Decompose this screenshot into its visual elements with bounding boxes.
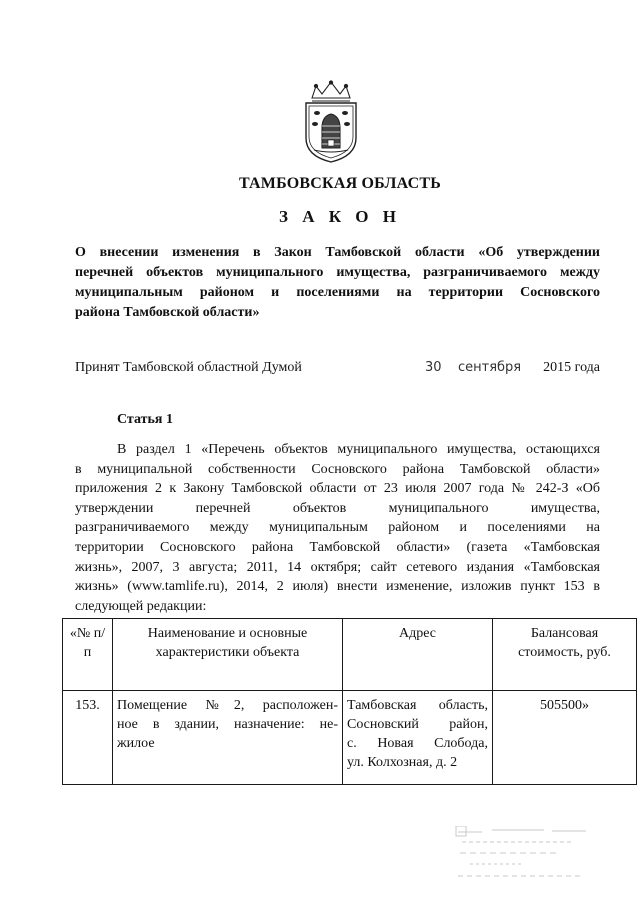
row-address-line: Тамбовская область, (347, 698, 488, 713)
article-line: утверждении перечней объектов муниципального имущества, (75, 500, 600, 516)
faint-stamp (452, 826, 592, 888)
table-header-row (63, 619, 637, 691)
property-table (62, 618, 637, 785)
row-address-line: с. Новая Слобода, (347, 736, 488, 751)
law-subject-line: муниципальным районом и поселениями на территории Сосновского (75, 285, 600, 300)
article-line: в муниципальной собственности Сосновского района Тамбовской области» (75, 461, 600, 477)
row-name-line: ное в здании, назначение: не- (117, 717, 338, 732)
region-title: ТАМБОВСКАЯ ОБЛАСТЬ (238, 175, 442, 192)
header-cost: Балансовая стоимость, руб. (493, 619, 637, 691)
law-subject-line: перечней объектов муниципального имущества, разграничиваемого между (75, 265, 600, 280)
row-address (343, 691, 493, 785)
document-type-title: З А К О Н (278, 207, 402, 226)
adoption-year: 2015 года (543, 360, 600, 375)
header-address: Адрес (343, 619, 493, 691)
row-name (113, 691, 343, 785)
row-address-line: ул. Колхозная, д. 2 (347, 755, 458, 770)
article-line: территории Сосновского района Тамбовской области» (газета «Тамбовская (75, 539, 600, 555)
table-row (63, 691, 637, 785)
article-line: приложения 2 к Закону Тамбовской области от 23 июля 2007 года № 242-З «Об (75, 481, 600, 497)
law-subject-line: О внесении изменения в Закон Тамбовской области «Об утверждении (75, 245, 600, 260)
article-line: разграничиваемого между муниципальным районом и поселениями на (75, 520, 600, 536)
row-address-line: Сосновский район, (347, 717, 488, 732)
row-name-line: жилое (117, 736, 155, 751)
adoption-month: сентября (458, 360, 522, 375)
article-line: следующей редакции: (75, 598, 207, 614)
adoption-day: 30 (425, 360, 442, 375)
article-line: жизнь», 2007, 3 августа; 2011, 14 октября; сайт сетевого издания «Тамбовская (75, 559, 600, 575)
row-number: 153. (63, 691, 113, 785)
row-name-line: Помещение №2, расположен- (117, 698, 338, 713)
law-subject-line: района Тамбовской области» (75, 305, 260, 320)
coat-of-arms-icon (298, 80, 364, 164)
row-cost: 505500» (493, 691, 637, 785)
adoption-line (75, 360, 600, 378)
law-subject (75, 243, 600, 323)
article-line: жизнь» (www.tamlife.ru), 2014, 2 июля) внести изменение, изложив пункт 153 в (75, 579, 600, 595)
article-body (75, 440, 600, 616)
article-line: В раздел 1 «Перечень объектов муниципального имущества, остающихся (117, 442, 600, 457)
article-heading: Статья 1 (117, 412, 173, 427)
adoption-label: Принят Тамбовской областной Думой (75, 360, 302, 375)
header-number: «№ п/п (63, 619, 113, 691)
header-name: Наименование и основные характеристики объекта (113, 619, 343, 691)
